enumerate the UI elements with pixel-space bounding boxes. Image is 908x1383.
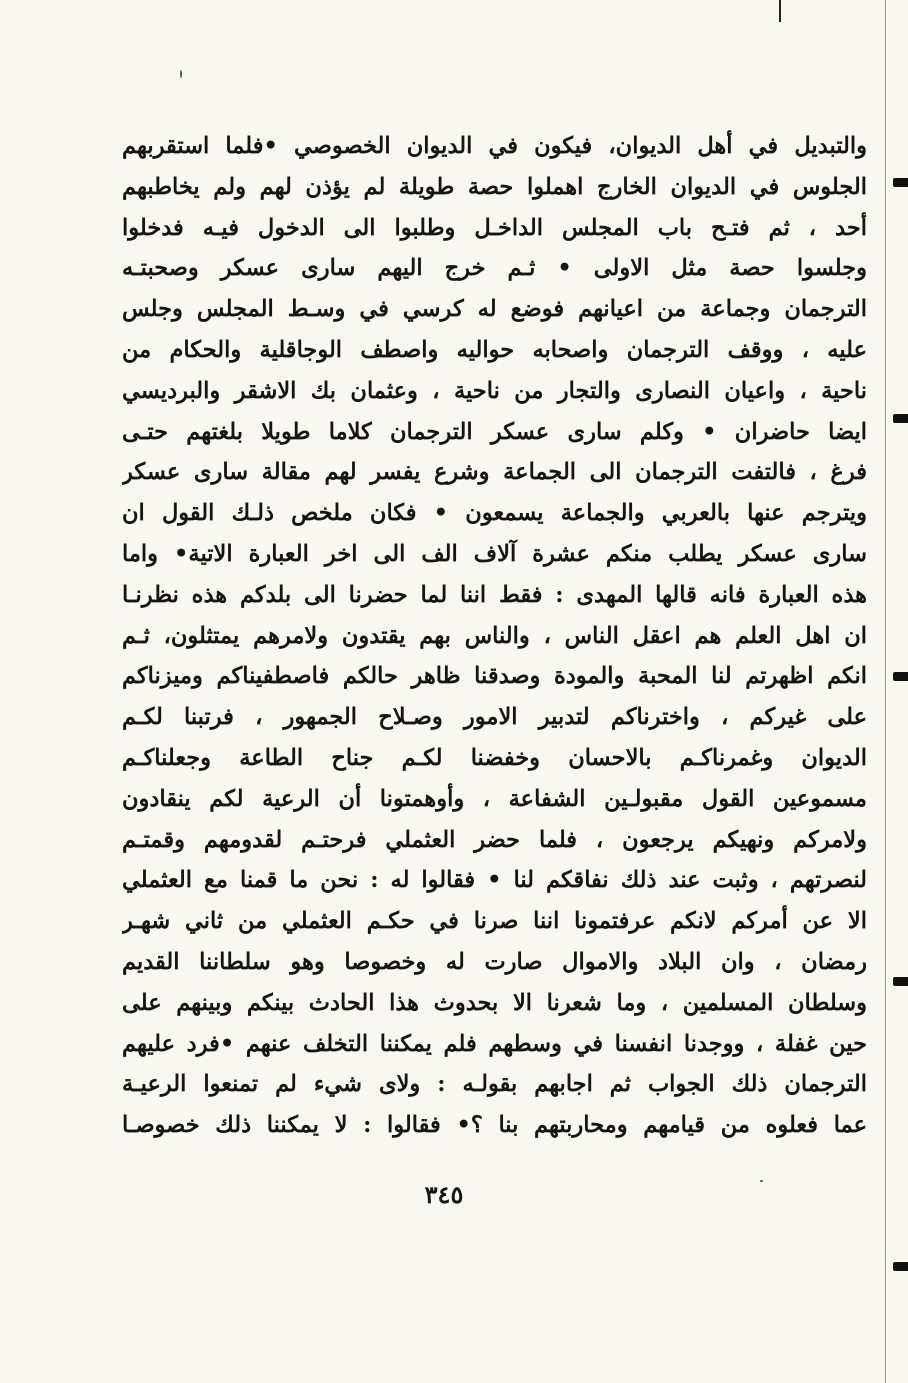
text-line: الديوان وغمرناكـم بالاحسان وخفضنا لكـم جناح الطاعة وجعلناكـم: [122, 744, 867, 771]
text-line: عما فعلوه من قيامهم ومحاربتهم بنا ؟• فقالوا : لا يمكننا ذلك خصوصـا: [122, 1112, 867, 1139]
binding-mark: [893, 672, 908, 681]
binding-mark: [893, 1262, 908, 1271]
binding-mark: [893, 977, 908, 986]
binding-mark: [893, 414, 908, 423]
text-line: والتبديل في أهل الديوان، فيكون في الديوان الخصوصي •فلما استقربهم: [122, 133, 867, 159]
text-line: الترجمان وجماعة من اعيانهم فوضع له كرسي في وسـط المجلس وجلس: [122, 296, 867, 323]
text-line: حين غفلة ، ووجدنا انفسنا في وسطهم فلم يمكننا التخلف عنهم •فرد عليهم: [122, 1030, 867, 1057]
text-line: ان اهل العلم هم اعقل الناس ، والناس بهم يقتدون ولامرهم يمتثلون، ثـم: [122, 622, 867, 649]
text-line: الا عن أمركم لانكم عرفتمونا اننا صرنا في حكـم العثملي من ثاني شهـر: [122, 908, 867, 935]
text-line: رمضان ، وان البلاد والاموال صارت له وخصوصا وهو سلطاننا القديم: [122, 948, 867, 975]
text-line: انكم اظهرتم لنا المحبة والمودة وصدقنا ظاهر حالكم فاصطفيناكم وميزناكم: [122, 663, 867, 690]
scan-speck: [180, 70, 182, 78]
top-edge-mark: [779, 0, 781, 22]
binding-mark: [893, 178, 908, 187]
text-line: الترجمان ذلك الجواب ثم اجابهم بقولـه : ولاى شيء لم تمنعوا الرعيـة: [122, 1071, 867, 1098]
text-line: عليه ، ووقف الترجمان واصحابه حواليه واصطف الوجاقلية والحكام من: [122, 336, 867, 363]
text-line: على غيركم ، واخترناكم لتدبير الامور وصـلاح الجمهور ، فرتبنا لكـم: [122, 704, 867, 731]
body-text: [122, 126, 867, 1146]
text-line: ولامركم ونهيكم يرجعون ، فلما حضر العثملي فرحتـم لقدومهم وقمتـم: [122, 826, 867, 853]
text-line: سارى عسكر يطلب منكم عشرة آلاف الف الى اخر العبارة الاتية• واما: [122, 540, 867, 567]
text-line: فرغ ، فالتفت الترجمان الى الجماعة وشرع يفسر لهم مقالة سارى عسكر: [122, 459, 867, 486]
text-line: هذه العبارة فانه قالها المهدى : فقط اننا لما حضرنا الى بلدكم هذه نظرنـا: [122, 581, 867, 608]
text-line: ايضا حاضران • وكلم سارى عسكر الترجمان كلاما طويلا بلغتهم حتـى: [122, 418, 867, 445]
scan-speck: [760, 1180, 763, 1182]
text-line: ويترجم عنها بالعربي والجماعة يسمعون • فكان ملخص ذلـك القول ان: [122, 500, 867, 527]
text-line: مسموعين القول مقبولـين الشفاعة ، وأوهمتونا أن الرعية لكم ينقادون: [122, 785, 867, 812]
text-line: الجلوس في الديوان الخارج اهملوا حصة طويلة لم يؤذن لهم ولم يخاطبهم: [122, 173, 867, 200]
text-line: وسلطان المسلمين ، وما شعرنا الا بحدوث هذا الحادث بينكم وبينهم على: [122, 989, 867, 1016]
text-line: ناحية ، واعيان النصارى والتجار من ناحية ، وعثمان بك الاشقر والبرديسي: [122, 377, 867, 404]
page-edge-rule: [885, 0, 886, 1383]
text-line: وجلسوا حصة مثل الاولى • ثـم خرج اليهم سارى عسكر وصحبتـه: [122, 255, 867, 282]
text-line: أحد ، ثم فتـح باب المجلس الداخـل وطلبوا الى الدخول فيـه فدخلوا: [122, 214, 867, 241]
text-line: لنصرتهم ، وثبت عند ذلك نفاقكم لنا • فقالوا له : نحن ما قمنا مع العثملي: [122, 867, 867, 894]
page-number: ٣٤٥: [424, 1180, 464, 1209]
